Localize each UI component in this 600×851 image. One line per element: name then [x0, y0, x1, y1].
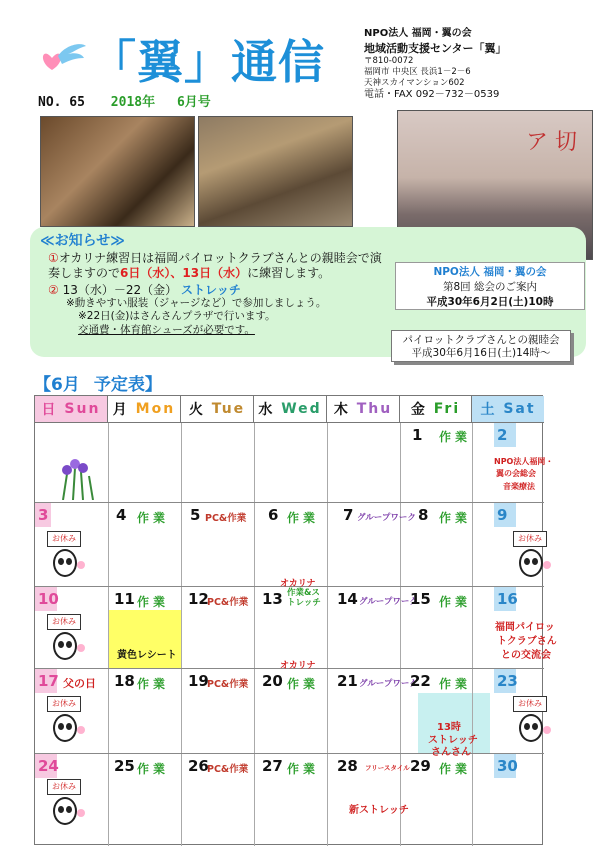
day-5: 5 [190, 506, 201, 524]
flower-icon [77, 561, 85, 569]
header-sun-jp: 日 [41, 402, 58, 418]
rest-panda-icon [45, 696, 89, 748]
day-16: 16 [494, 587, 516, 611]
day-1: 1 [412, 426, 423, 444]
calendar-title [34, 370, 162, 395]
day-20: 20 [262, 672, 283, 690]
event-sagyo: 作業 [137, 595, 170, 609]
org-phone: 電話・FAX 092－732－0539 [364, 89, 500, 100]
notice-1-tail: に練習します。 [247, 266, 331, 280]
flower-icon [77, 809, 85, 817]
grid-line [254, 423, 255, 846]
iris-flower-icon [53, 454, 103, 500]
notice-item-1 [48, 251, 388, 281]
event-pilot-line2: トクラブさん [497, 636, 557, 647]
header-wed [254, 396, 327, 423]
day-30: 30 [494, 754, 516, 778]
day-8: 8 [418, 506, 429, 524]
day-19: 19 [188, 672, 209, 690]
event-sagyo: 作業 [137, 511, 170, 525]
notice-2-notes [66, 297, 326, 323]
rest-panda-icon [45, 779, 89, 831]
header-tue-en: Tue [211, 401, 246, 417]
day-3: 3 [35, 503, 51, 527]
issue-month: 6月号 [176, 95, 211, 110]
notice-1-dates: 6日（水）、13日（水） [120, 266, 248, 280]
org-address: 福岡市 中央区 長浜1－2－6 [364, 67, 471, 77]
flower-icon [77, 644, 85, 652]
event-sagyo: 作業 [137, 762, 170, 776]
event-sagyo: 作業 [137, 677, 170, 691]
day-11: 11 [114, 590, 135, 608]
newsletter-title: 「翼」通信 [90, 35, 325, 89]
grid-line [472, 423, 473, 846]
event-sagyo: 作業 [439, 430, 472, 444]
rest-panda-icon [45, 614, 89, 666]
rest-label: お休み [47, 614, 81, 630]
meeting-date: 平成30年6月2日(土)10時 [426, 296, 554, 308]
day-17: 17 [35, 669, 57, 693]
grid-line [108, 423, 109, 846]
pilot-title: パイロットクラブさんとの親睦会 [402, 334, 560, 346]
day-6: 6 [268, 506, 279, 524]
rest-label: お休み [513, 531, 547, 547]
event-fri22-line1: 13時 [437, 722, 461, 733]
day-29: 29 [410, 757, 431, 775]
notice-2-note-3: 交通費・体育館シューズが必要です。 [78, 324, 255, 336]
rest-panda-icon [511, 696, 555, 748]
header-mon-en: Mon [135, 401, 176, 417]
day-2: 2 [494, 423, 516, 447]
week-line [35, 502, 544, 503]
pilot-club-box [391, 330, 571, 362]
panda-icon [53, 714, 77, 742]
header-sun [35, 396, 108, 423]
photo-people-at-table [198, 116, 353, 227]
notice-2-number: ② [48, 283, 59, 297]
photo-sign-text: ア 切 [526, 130, 577, 155]
rest-label: お休み [47, 779, 81, 795]
rest-label: お休み [513, 696, 547, 712]
event-pc: PC&作業 [207, 597, 249, 608]
day-27: 27 [262, 757, 283, 775]
event-pilot-line3: との交流会 [501, 650, 551, 661]
panda-icon [519, 549, 543, 577]
day-21: 21 [337, 672, 358, 690]
event-new-stretch: 新ストレッチ [349, 805, 409, 816]
panda-icon [53, 797, 77, 825]
meeting-org: NPO法人 福岡・翼の会 [433, 266, 547, 278]
event-sagyo: 作業 [287, 511, 320, 525]
issue-line [38, 91, 211, 110]
event-sat2-line3: 音楽療法 [503, 482, 535, 491]
day-23: 23 [494, 669, 516, 693]
general-meeting-box [395, 262, 585, 310]
event-sat2-line2: 翼の会総会 [496, 469, 536, 478]
calendar-month: 【6月 [34, 375, 80, 395]
event-sat2-line1: NPO法人福岡・ [494, 457, 554, 466]
header-sun-en: Sun [64, 401, 101, 417]
event-group: グループワーク [359, 679, 418, 689]
org-building: 天神スカイマンション602 [364, 78, 465, 88]
event-pc: PC&作業 [207, 679, 249, 690]
header-fri-jp: 金 [410, 402, 427, 418]
day-4: 4 [116, 506, 127, 524]
header-tue-jp: 火 [188, 402, 205, 418]
panda-icon [53, 632, 77, 660]
notice-item-2 [48, 283, 241, 297]
notice-2-dates: 13（水）－22（金） [62, 283, 178, 297]
event-ocarina: オカリナ [280, 579, 316, 589]
calendar-label: 予定表】 [93, 375, 162, 395]
event-pc: PC&作業 [205, 513, 247, 524]
header-fri-en: Fri [433, 401, 461, 417]
header-mon-jp: 月 [112, 402, 129, 418]
event-sagyo-stretch: 作業&ストレッチ [287, 588, 321, 608]
event-sagyo: 作業 [439, 511, 472, 525]
day-13: 13 [262, 590, 283, 608]
header-thu-en: Thu [356, 401, 393, 417]
day-22: 22 [410, 672, 431, 690]
notice-heading: ≪お知らせ≫ [40, 233, 125, 249]
header-sat-en: Sat [503, 401, 536, 417]
org-center: 地域活動支援センター「翼」 [364, 42, 507, 55]
event-group: グループワーク [359, 597, 418, 607]
wing-heart-logo [38, 36, 88, 76]
event-sagyo: 作業 [287, 677, 320, 691]
notice-2-label: ストレッチ [180, 283, 241, 297]
header-thu [327, 396, 400, 423]
event-fri22-line2: ストレッチ [428, 735, 478, 746]
event-sagyo: 作業 [439, 677, 472, 691]
grid-line [327, 423, 328, 846]
day-15: 15 [410, 590, 431, 608]
rest-label: お休み [47, 531, 81, 547]
notice-2-note-1: ※動きやすい服装（ジャージなど）で参加しましょう。 [66, 297, 327, 309]
org-postal: 〒810-0072 [364, 56, 414, 66]
header-wed-en: Wed [281, 401, 322, 417]
panda-icon [519, 714, 543, 742]
day-7: 7 [343, 506, 354, 524]
notice-2-note-2: ※22日(金)はさんさんプラザで行います。 [78, 310, 276, 322]
calendar-grid [34, 395, 557, 845]
event-fri22-line3: さんさん [431, 747, 471, 758]
grid-line [181, 423, 182, 846]
notice-1-number: ① [48, 251, 59, 265]
flower-icon [543, 561, 551, 569]
header-fri [400, 396, 472, 423]
day-24: 24 [35, 754, 57, 778]
day-14: 14 [337, 590, 358, 608]
day-18: 18 [114, 672, 135, 690]
header-wed-jp: 水 [258, 402, 275, 418]
org-name: NPO法人 福岡・翼の会 [364, 28, 472, 39]
header-sat [472, 396, 544, 423]
rest-label: お休み [47, 696, 81, 712]
event-sagyo: 作業 [439, 595, 472, 609]
rest-panda-icon [511, 531, 555, 583]
event-sagyo: 作業 [439, 762, 472, 776]
event-yellow-receipt: 黄色レシート [117, 650, 177, 661]
notice-1-text: オカリナ練習日は福岡パイロットクラブさんとの親睦会で演奏しますので [48, 251, 382, 280]
day-10: 10 [35, 587, 57, 611]
header-mon [108, 396, 181, 423]
event-pilot-line1: 福岡パイロッ [495, 622, 555, 633]
grid-line [400, 423, 401, 846]
flower-icon [77, 726, 85, 734]
header-thu-jp: 木 [333, 402, 350, 418]
issue-number: NO. 65 [38, 95, 85, 110]
event-fathers-day: 父の日 [63, 677, 96, 690]
rest-panda-icon [45, 531, 89, 583]
event-sagyo: 作業 [287, 762, 320, 776]
header-tue [181, 396, 254, 423]
day-28: 28 [337, 757, 358, 775]
day-26: 26 [188, 757, 209, 775]
event-free-style: フリースタイル [365, 764, 410, 772]
event-ocarina: オカリナ [280, 661, 316, 671]
event-pc: PC&作業 [207, 764, 249, 775]
issue-year: 2018年 [110, 95, 156, 110]
org-info [364, 26, 594, 100]
pilot-date: 平成30年6月16日(土)14時～ [411, 347, 551, 359]
day-25: 25 [114, 757, 135, 775]
panda-icon [53, 549, 77, 577]
meeting-title: 第8回 総会のご案内 [442, 281, 538, 293]
flower-icon [543, 726, 551, 734]
event-group: グループワーク [357, 513, 416, 523]
header-sat-jp: 土 [480, 402, 497, 418]
day-9: 9 [494, 503, 516, 527]
day-12: 12 [188, 590, 209, 608]
photo-bento-boxes [40, 116, 195, 227]
